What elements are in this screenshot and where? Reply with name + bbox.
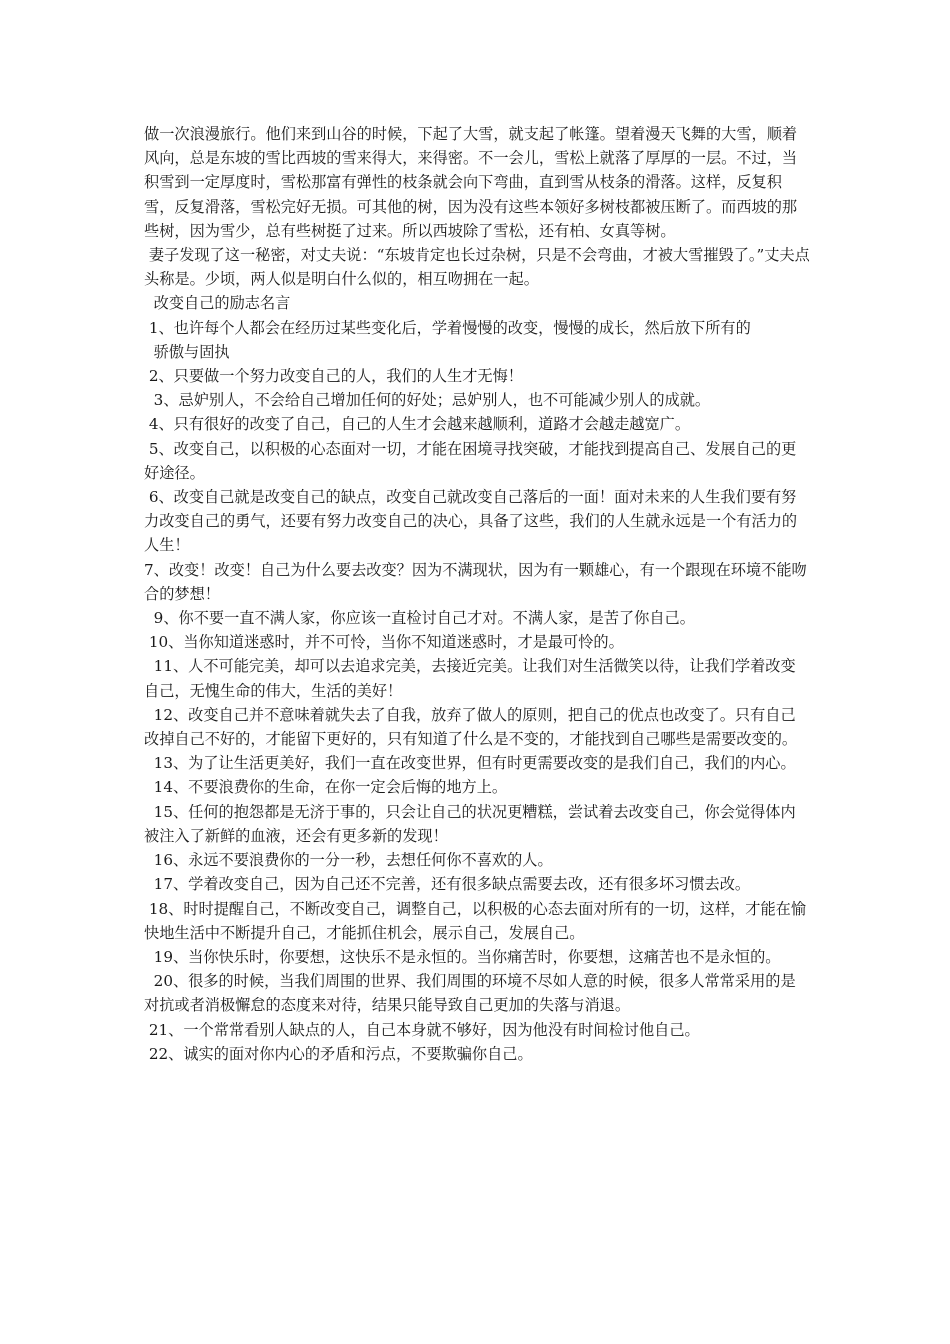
quote-item: 7、改变！改变！自己为什么要去改变？因为不满现状，因为有一颗雄心，有一个跟现在环境不能吻合的梦想！ (144, 560, 807, 603)
quote-item: 13、为了让生活更美好，我们一直在改变世界，但有时更需要改变的是我们自己，我们的内心。 (144, 754, 796, 773)
section-heading: 改变自己的励志名言 (144, 294, 291, 313)
quote-item: 21、一个常常看别人缺点的人，自己本身就不够好，因为他没有时间检讨他自己。 (144, 1020, 700, 1039)
quote-item: 1、也许每个人都会在经历过某些变化后，学着慢慢的改变，慢慢的成长，然后放下所有的 (144, 318, 751, 337)
quote-item: 19、当你快乐时，你要想，这快乐不是永恒的。当你痛苦时，你要想，这痛苦也不是永恒的。 (144, 947, 781, 966)
quote-item: 20、很多的时候，当我们周围的世界、我们周围的环境不尽如人意的时候，很多人常常采用的是对抗或者消极懈怠的态度来对待，结果只能导致自己更加的失落与消退。 (144, 972, 796, 1015)
story-paragraph: 妻子发现了这一秘密，对丈夫说：“东坡肯定也长过杂树，只是不会弯曲，才被大雪摧毁了。”丈夫点头称是。少顷，两人似是明白什么似的，相互吻拥在一起。 (144, 246, 810, 289)
quote-item: 11、人不可能完美，却可以去追求完美，去接近完美。让我们对生活微笑以待，让我们学着改变自己，无愧生命的伟大，生活的美好！ (144, 657, 796, 700)
document-body (144, 122, 810, 1066)
quote-item: 4、只有很好的改变了自己，自己的人生才会越来越顺利，道路才会越走越宽广。 (144, 415, 691, 434)
quote-item: 2、只要做一个努力改变自己的人，我们的人生才无悔！ (144, 367, 523, 386)
quote-item-continuation: 骄傲与固执 (144, 342, 230, 361)
quote-item: 6、改变自己就是改变自己的缺点，改变自己就改变自己落后的一面！面对未来的人生我们要有努力改变自己的勇气，还要有努力改变自己的决心，具备了这些，我们的人生就永远是一个有活力的人生！ (144, 488, 798, 555)
quote-item: 9、你不要一直不满人家，你应该一直检讨自己才对。不满人家，是苦了你自己。 (144, 609, 695, 628)
quote-item: 5、改变自己，以积极的心态面对一切，才能在困境寻找突破，才能找到提高自己、发展自己的更好途径。 (144, 439, 797, 482)
quote-item: 14、不要浪费你的生命，在你一定会后悔的地方上。 (144, 778, 508, 797)
quote-item: 3、忌妒别人，不会给自己增加任何的好处；忌妒别人，也不可能减少别人的成就。 (144, 391, 711, 410)
quote-item: 17、学着改变自己，因为自己还不完善，还有很多缺点需要去改，还有很多坏习惯去改。 (144, 875, 751, 894)
quote-item: 16、永远不要浪费你的一分一秒，去想任何你不喜欢的人。 (144, 851, 553, 870)
quote-item: 18、时时提醒自己，不断改变自己，调整自己，以积极的心态去面对所有的一切，这样，才能在愉快地生活中不断提升自己，才能抓住机会，展示自己，发展自己。 (144, 899, 807, 942)
quote-item: 12、改变自己并不意味着就失去了自我，放弃了做人的原则，把自己的优点也改变了。只有自己改掉自己不好的，才能留下更好的，只有知道了什么是不变的，才能找到自己哪些是需要改变的。 (144, 705, 798, 749)
quote-item: 10、当你知道迷惑时，并不可怜，当你不知道迷惑时，才是最可怜的。 (144, 633, 624, 652)
quote-item: 22、诚实的面对你内心的矛盾和污点，不要欺骗你自己。 (144, 1044, 533, 1063)
story-paragraph: 做一次浪漫旅行。他们来到山谷的时候，下起了大雪，就支起了帐篷。望着漫天飞舞的大雪，顺着风向，总是东坡的雪比西坡的雪来得大，来得密。不一会儿，雪松上就落了厚厚的一层。不过，当积雪到一定厚度时，雪松那富有弹性的枝条就会向下弯曲，直到雪从枝条的滑落。这样，反复积雪，反复滑落，雪松完好无损。可其他的树，因为没有这些本领好多树枝都被压断了。而西坡的那些树，因为雪少，总有些树挺了过来。所以西坡除了雪松，还有柏、女真等树。 (144, 125, 798, 240)
quote-item: 15、任何的抱怨都是无济于事的，只会让自己的状况更糟糕，尝试着去改变自己，你会觉得体内被注入了新鲜的血液，还会有更多新的发现！ (144, 802, 796, 845)
